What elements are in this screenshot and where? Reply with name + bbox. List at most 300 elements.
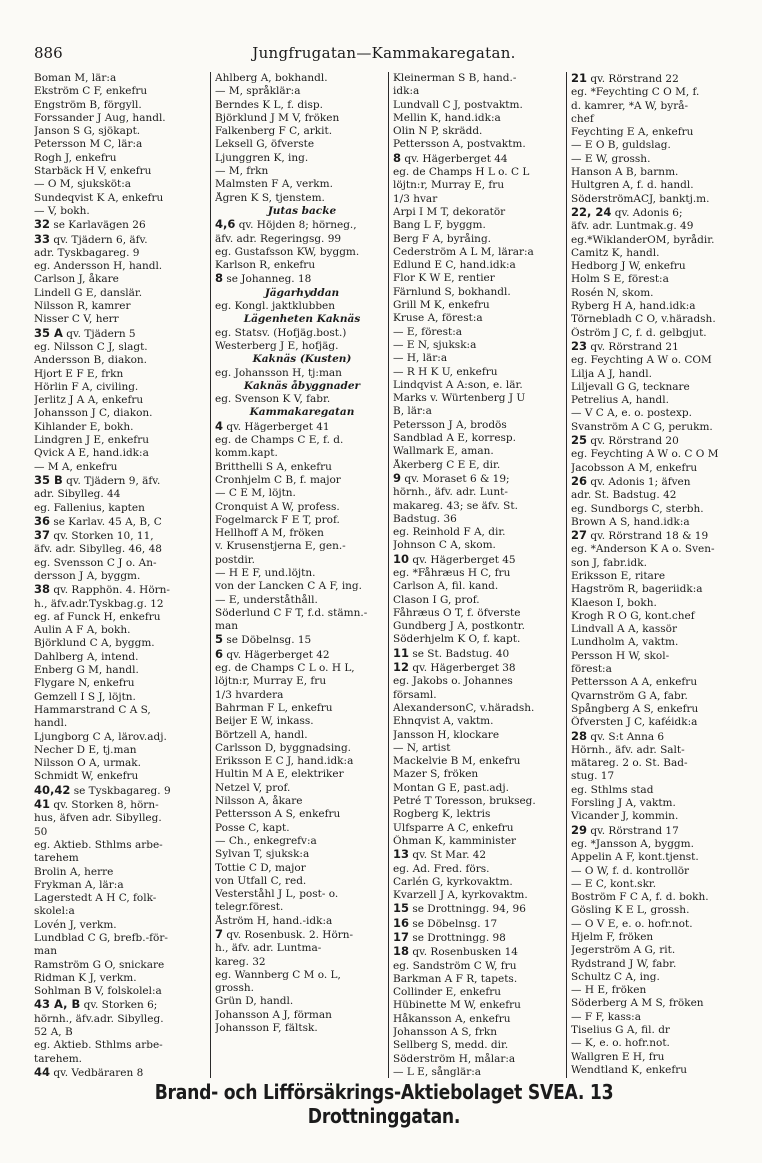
entry-text: qv. Rörstrand 20 — [587, 435, 679, 448]
directory-entry — [215, 633, 389, 647]
directory-entry — [571, 770, 745, 783]
directory-entry — [215, 259, 389, 272]
directory-entry — [393, 702, 567, 715]
directory-entry — [393, 553, 567, 567]
directory-entry — [393, 1039, 567, 1052]
directory-entry — [215, 982, 389, 995]
directory-entry — [571, 72, 745, 86]
entry-text: löjtn:r, Murray E, fru — [215, 675, 327, 688]
entry-text: Kaknäs åbyggnader — [243, 379, 361, 392]
entry-text — [571, 1077, 661, 1078]
directory-entry — [571, 958, 745, 971]
directory-entry — [34, 812, 208, 825]
directory-entry — [393, 138, 567, 151]
directory-entry — [215, 942, 389, 955]
entry-text: Sohlman B V, folskolel:a — [34, 985, 162, 998]
entry-text: hörnh., äfv.adr. Sibylleg. — [34, 1012, 164, 1025]
entry-text: Arpi I M T, dekoratör — [393, 205, 506, 218]
directory-entry — [34, 704, 208, 717]
directory-entry — [571, 421, 745, 434]
entry-text: qv. S:t Anna 6 — [587, 730, 665, 743]
directory-entry — [34, 717, 208, 730]
directory-entry — [215, 729, 389, 742]
entry-text: Jerlitz J A A, enkefru — [34, 394, 144, 407]
entry-text: Spångberg A S, enkefru — [571, 702, 699, 715]
entry-text: qv. Hägerberget 38 — [409, 662, 516, 675]
entry-text: eg. Nilsson C J, slagt. — [34, 340, 148, 353]
entry-text: Sylvan T, sjuksk:a — [215, 848, 310, 861]
directory-entry — [571, 1024, 745, 1037]
directory-entry — [571, 260, 745, 273]
directory-entry — [215, 956, 389, 969]
directory-entry — [571, 287, 745, 300]
entry-text: Petersson J A, brodös — [393, 418, 507, 431]
directory-entry — [393, 782, 567, 795]
directory-entry — [215, 1009, 389, 1022]
section-heading — [215, 406, 389, 419]
directory-entry — [571, 904, 745, 917]
entry-text: Vicander J, kommin. — [571, 810, 679, 823]
entry-text: Ehnqvist A, vaktm. — [393, 715, 494, 728]
directory-entry — [393, 432, 567, 445]
entry-text: Dahlberg A, intend. — [34, 650, 139, 663]
directory-entry — [34, 368, 208, 381]
directory-entry — [34, 598, 208, 611]
entry-text: eg. Jakobs o. Johannes — [393, 675, 513, 688]
entry-text: Johansson J C, diakon. — [34, 407, 153, 420]
house-number: 21 — [571, 72, 588, 85]
entry-text: Andersson B, diakon. — [34, 354, 148, 367]
entry-text: Falkenberg F C, arkit. — [215, 125, 333, 138]
entry-text: eg. Aktieb. Sthlms arbe- — [34, 838, 163, 851]
entry-text: Mazer S, fröken — [393, 768, 479, 781]
entry-text: 50 — [34, 825, 48, 838]
directory-entry — [215, 474, 389, 487]
entry-text: eg. af Funck H, enkefru — [34, 610, 161, 623]
entry-text: 1/3 hvar — [393, 192, 438, 205]
entry-text: Carlén G, kyrkovaktm. — [393, 875, 513, 888]
directory-entry — [571, 703, 745, 716]
directory-entry — [215, 246, 389, 259]
entry-text: eg. Feychting A W o. C O M — [571, 448, 719, 461]
entry-text: — E N, sjuksk:a — [393, 338, 477, 351]
directory-entry — [34, 112, 208, 125]
entry-text: qv. Höjden 8; hörneg., — [235, 219, 357, 232]
directory-entry — [571, 824, 745, 838]
directory-entry — [34, 985, 208, 998]
directory-entry — [393, 500, 567, 513]
entry-text: Feychting E A, enkefru — [571, 126, 694, 139]
entry-text: Nilsson R, kamrer — [34, 300, 131, 313]
directory-entry — [393, 999, 567, 1012]
entry-text: son J, fabr.idk. — [571, 556, 647, 569]
entry-text: d. kamrer, *A W, byrå- — [571, 99, 689, 112]
directory-entry — [215, 461, 389, 474]
entry-text: kareg. 32 — [215, 955, 266, 968]
directory-entry — [34, 461, 208, 474]
directory-entry — [571, 730, 745, 744]
directory-entry — [215, 888, 389, 901]
directory-entry — [34, 273, 208, 286]
page-header — [34, 44, 734, 66]
entry-text: Åström H, hand.-idk:a — [215, 914, 333, 927]
directory-entry — [215, 152, 389, 165]
entry-text: — E C, kont.skr. — [571, 877, 657, 890]
entry-text: Berndes K L, f. disp. — [215, 98, 323, 111]
entry-text: eg. Sandström C W, fru — [393, 959, 517, 972]
entry-text: — K, e. o. hofr.not. — [571, 1037, 670, 1050]
entry-text: eg. *Fåhræus H C, fru — [393, 566, 511, 579]
directory-entry — [571, 340, 745, 354]
directory-entry — [34, 341, 208, 354]
entry-text: eg. Andersson H, handl. — [34, 260, 163, 273]
entry-text: Jägarhyddan — [264, 286, 340, 299]
directory-entry — [571, 931, 745, 944]
entry-text: Hörlin F A, civiling. — [34, 380, 139, 393]
entry-text: se Karlavägen 26 — [50, 219, 146, 232]
entry-text: Liljevall G G, tecknare — [571, 380, 690, 393]
entry-text: eg. Johansson H, tj:man — [215, 366, 342, 379]
entry-text: — E, underståthåll. — [215, 593, 318, 606]
directory-entry — [393, 526, 567, 539]
directory-entry — [393, 112, 567, 125]
house-number: 26 — [571, 474, 588, 488]
directory-entry — [393, 259, 567, 272]
entry-text: grossh. — [215, 982, 254, 995]
directory-entry — [393, 272, 567, 285]
directory-entry — [215, 715, 389, 728]
entry-text: qv. Tjädern 6, äfv. — [50, 233, 148, 246]
house-number: 41 — [34, 798, 51, 812]
section-heading — [215, 205, 389, 218]
entry-text: qv. Storken 8, hörn- — [50, 799, 159, 812]
entry-text: Carlsson D, byggnadsing. — [215, 741, 351, 754]
directory-entry — [393, 513, 567, 526]
directory-entry — [393, 567, 567, 580]
entry-text: — N, artist — [393, 741, 451, 754]
directory-entry — [393, 795, 567, 808]
directory-entry — [571, 690, 745, 703]
entry-text: Törnebladh C O, v.häradsh. — [571, 313, 716, 326]
entry-text: Frykman A, lär:a — [34, 878, 124, 891]
directory-entry — [393, 72, 567, 85]
directory-entry — [215, 514, 389, 527]
directory-entry — [571, 139, 745, 152]
entry-text: Kaknäs (Kusten) — [252, 353, 352, 366]
directory-entry — [34, 421, 208, 434]
directory-entry — [571, 676, 745, 689]
entry-text: Cronquist A W, profess. — [215, 500, 340, 513]
entry-text: mätareg. 2 o. St. Bad- — [571, 757, 688, 770]
directory-entry — [34, 233, 208, 247]
entry-text: Berg F A, byråing. — [393, 232, 492, 245]
entry-text: qv. Hägerberget 42 — [223, 648, 330, 661]
house-number: 12 — [393, 661, 410, 675]
directory-entry — [393, 246, 567, 259]
entry-text: Nisser C V, herr — [34, 313, 119, 326]
entry-text: Mellin K, hand.idk:a — [393, 111, 501, 124]
directory-entry — [571, 166, 745, 179]
directory-entry — [571, 86, 745, 99]
entry-text: äfv. adr. Regeringsg. 99 — [215, 232, 342, 245]
entry-text: Schmidt W, enkefru — [34, 770, 139, 783]
entry-text: äfv. adr. Luntmak.g. 49 — [571, 220, 694, 233]
directory-entry — [571, 971, 745, 984]
entry-text: Brolin A, herre — [34, 865, 114, 878]
entry-text: Appelin A F, kont.tjenst. — [571, 851, 699, 864]
entry-text: qv. Storken 6; — [80, 999, 158, 1012]
directory-entry — [34, 583, 208, 597]
directory-entry — [571, 997, 745, 1010]
directory-entry — [215, 367, 389, 380]
directory-entry — [215, 580, 389, 593]
directory-entry — [571, 489, 745, 502]
entry-text: Nilsson A, åkare — [215, 795, 303, 808]
directory-entry — [34, 905, 208, 918]
directory-entry — [393, 647, 567, 661]
directory-entry — [393, 326, 567, 339]
entry-text: Carlson J, åkare — [34, 273, 119, 286]
entry-text: Malmsten F A, verkm. — [215, 178, 333, 191]
house-number: 28 — [571, 729, 588, 743]
entry-text: eg. Kongl. jaktklubben — [215, 300, 336, 313]
directory-entry — [34, 557, 208, 570]
house-number: 7 — [215, 928, 224, 941]
entry-text: Edlund E C, hand.idk:a — [393, 259, 516, 272]
entry-text: eg. *Feychting C O M, f. — [571, 86, 700, 99]
directory-column-2 — [210, 72, 389, 1078]
directory-entry — [571, 570, 745, 583]
entry-text: Petré T Toresson, brukseg. — [393, 795, 536, 808]
directory-entry — [34, 205, 208, 218]
entry-text: — L E, sånglär:a — [393, 1065, 482, 1078]
directory-entry — [393, 715, 567, 728]
directory-entry — [215, 848, 389, 861]
directory-entry — [34, 99, 208, 112]
directory-entry — [393, 960, 567, 973]
directory-entry — [34, 192, 208, 205]
entry-text: Westerberg J E, hofjäg. — [215, 339, 339, 352]
directory-entry — [215, 218, 389, 232]
directory-entry — [393, 366, 567, 379]
entry-text: eg. Gustafsson KW, byggm. — [215, 245, 360, 258]
entry-text: Camitz K, handl. — [571, 246, 660, 259]
entry-text: man — [215, 620, 238, 633]
entry-text: Grün D, handl. — [215, 995, 294, 1008]
entry-text: — H, lär:a — [393, 352, 448, 365]
directory-entry — [215, 995, 389, 1008]
directory-entry — [34, 447, 208, 460]
entry-text: äfv. adr. Sibylleg. 46, 48 — [34, 543, 162, 556]
directory-entry — [571, 1064, 745, 1077]
directory-entry — [393, 85, 567, 98]
entry-text: dersson J A, byggm. — [34, 569, 141, 582]
entry-text: eg. Svenson K V, fabr. — [215, 393, 331, 406]
entry-text: Hultin M A E, elektriker — [215, 768, 344, 781]
house-number: 27 — [571, 529, 588, 543]
directory-entry — [571, 434, 745, 448]
entry-text: qv. Tjädern 9, äfv. — [62, 474, 161, 487]
directory-entry — [34, 691, 208, 704]
entry-text: löjtn:r, Murray E, fru — [393, 179, 505, 192]
directory-entry — [571, 368, 745, 381]
house-number: 36 — [34, 514, 51, 528]
directory-entry — [571, 234, 745, 247]
entry-text: Brown A S, hand.idk:a — [571, 515, 690, 528]
directory-entry — [215, 72, 389, 85]
directory-entry — [393, 166, 567, 179]
directory-entry — [393, 768, 567, 781]
entry-text: makareg. 43; se äfv. St. — [393, 499, 518, 512]
entry-text: Qvarnström G A, fabr. — [571, 689, 688, 702]
entry-text: se Karlav. 45 A, B, C — [50, 515, 162, 528]
directory-entry — [215, 875, 389, 888]
directory-entry — [34, 327, 208, 341]
directory-entry — [34, 381, 208, 394]
directory-entry — [393, 580, 567, 593]
house-number: 37 — [34, 529, 51, 543]
entry-text: komm.kapt. — [215, 447, 278, 460]
entry-text: Flygare N, enkefru — [34, 677, 135, 690]
directory-entry — [571, 597, 745, 610]
directory-entry — [393, 902, 567, 916]
entry-text: Krogh R O G, kont.chef — [571, 609, 695, 622]
entry-text: B, lär:a — [393, 405, 432, 418]
entry-text: — C E M, löjtn. — [215, 487, 296, 500]
directory-entry — [215, 327, 389, 340]
entry-text: — F F, kass:a — [571, 1010, 641, 1023]
directory-entry — [571, 1037, 745, 1050]
directory-entry — [571, 918, 745, 931]
directory-entry — [393, 299, 567, 312]
directory-entry — [393, 822, 567, 835]
directory-entry — [571, 838, 745, 851]
directory-entry — [34, 488, 208, 501]
directory-entry — [34, 798, 208, 812]
directory-entry — [34, 529, 208, 543]
entry-text: Öström J C, f. d. gelbgjut. — [571, 326, 707, 339]
directory-entry — [34, 300, 208, 313]
entry-text: Lindell G E, danslär. — [34, 286, 143, 299]
entry-text: Aulin A F A, bokh. — [34, 624, 131, 637]
entry-text: qv. Adonis 1; äfven — [587, 475, 691, 488]
directory-entry — [393, 219, 567, 232]
entry-text: Persson H W, skol- — [571, 649, 670, 662]
entry-text: Beijer E W, inkass. — [215, 715, 314, 728]
entry-text: Clason I G, prof. — [393, 593, 480, 606]
entry-text: — O M, sjuksköt:a — [34, 178, 132, 191]
entry-text: Hammarstrand C A S, — [34, 703, 151, 716]
house-number: 18 — [393, 945, 410, 959]
entry-text: telegr.förest. — [215, 901, 284, 914]
entry-text: — M, frkn — [215, 165, 269, 178]
entry-text: eg. de Champs H L o. C L — [393, 166, 530, 179]
entry-text: eg. de Champs C L o. H L, — [215, 662, 355, 675]
entry-text: handl. — [34, 717, 68, 730]
directory-entry — [571, 623, 745, 636]
directory-entry — [215, 85, 389, 98]
directory-entry — [571, 636, 745, 649]
entry-text: Lindqvist A A:son, e. lär. — [393, 378, 523, 391]
entry-text: Bahrman F L, enkefru — [215, 701, 333, 714]
directory-entry — [34, 826, 208, 839]
entry-text: hörnh., äfv. adr. Lunt- — [393, 486, 508, 499]
entry-text: Forsling J A, vaktm. — [571, 797, 676, 810]
directory-entry — [34, 1066, 208, 1078]
house-number: 40,42 — [34, 783, 71, 797]
directory-entry — [393, 405, 567, 418]
entry-text: Gemzell I S J, löjtn. — [34, 690, 136, 703]
house-number: 13 — [393, 848, 410, 862]
entry-text: Söderström H, målar:a — [393, 1052, 516, 1065]
entry-text: Rogh J, enkefru — [34, 151, 117, 164]
directory-entry — [215, 165, 389, 178]
directory-entry — [393, 539, 567, 552]
directory-entry — [571, 126, 745, 139]
directory-entry — [215, 99, 389, 112]
directory-entry — [215, 808, 389, 821]
directory-entry — [34, 1013, 208, 1026]
section-heading — [215, 287, 389, 300]
directory-entry — [571, 327, 745, 340]
entry-text: postdir. — [215, 553, 255, 566]
directory-entry — [34, 839, 208, 852]
entry-text: — Ch., enkegrefv:a — [215, 834, 317, 847]
house-number: 8 — [393, 151, 402, 165]
entry-text: Öfversten J C, kaféidk:a — [571, 716, 698, 729]
directory-entry — [571, 1011, 745, 1024]
entry-text: Lundblad C G, brefb.-för- — [34, 932, 168, 944]
directory-entry — [571, 865, 745, 878]
entry-text: qv. Rörstrand 18 & 19 — [587, 530, 709, 543]
directory-entry — [571, 810, 745, 823]
entry-text: stug. 17 — [571, 770, 615, 783]
entry-text: Olin N P, skrädd. — [393, 125, 483, 138]
directory-entry — [34, 125, 208, 138]
entry-text: Mackelvie B M, enkefru — [393, 755, 521, 768]
page-number: 886 — [34, 44, 63, 62]
entry-text: qv. Tjädern 5 — [62, 327, 136, 340]
entry-text: Söderlund C F T, f.d. stämn.- — [215, 606, 368, 619]
entry-text: Håkansson A, enkefru — [393, 1012, 511, 1025]
directory-entry — [34, 998, 208, 1012]
entry-text: se St. Badstug. 40 — [409, 647, 510, 660]
entry-text: qv. St Mar. 42 — [409, 849, 487, 862]
directory-entry — [571, 300, 745, 313]
entry-text: se Johanneg. 18 — [223, 273, 312, 286]
entry-text: adr. Sibylleg. 44 — [34, 488, 121, 501]
directory-entry — [34, 919, 208, 932]
entry-text: Hedborg J W, enkefru — [571, 260, 686, 273]
section-heading — [215, 313, 389, 326]
entry-text: Kleinerman S B, hand.- — [393, 72, 517, 84]
entry-text: Posse C, kapt. — [215, 821, 290, 834]
house-number: 32 — [34, 218, 51, 232]
entry-text: 1/3 hvardera — [215, 688, 284, 701]
entry-text: Lilja A J, handl. — [571, 367, 652, 380]
house-number: 25 — [571, 434, 588, 448]
directory-entry — [215, 862, 389, 875]
directory-entry — [571, 503, 745, 516]
directory-entry — [215, 233, 389, 246]
entry-text: idk:a — [393, 85, 420, 98]
entry-text: skolel:a — [34, 905, 75, 918]
directory-entry — [34, 664, 208, 677]
entry-text: Barkman A F R, tapets. — [393, 972, 518, 985]
entry-text: Jutas backe — [267, 204, 337, 217]
entry-text: Jansson H, klockare — [393, 728, 500, 741]
directory-column-4 — [566, 72, 745, 1078]
